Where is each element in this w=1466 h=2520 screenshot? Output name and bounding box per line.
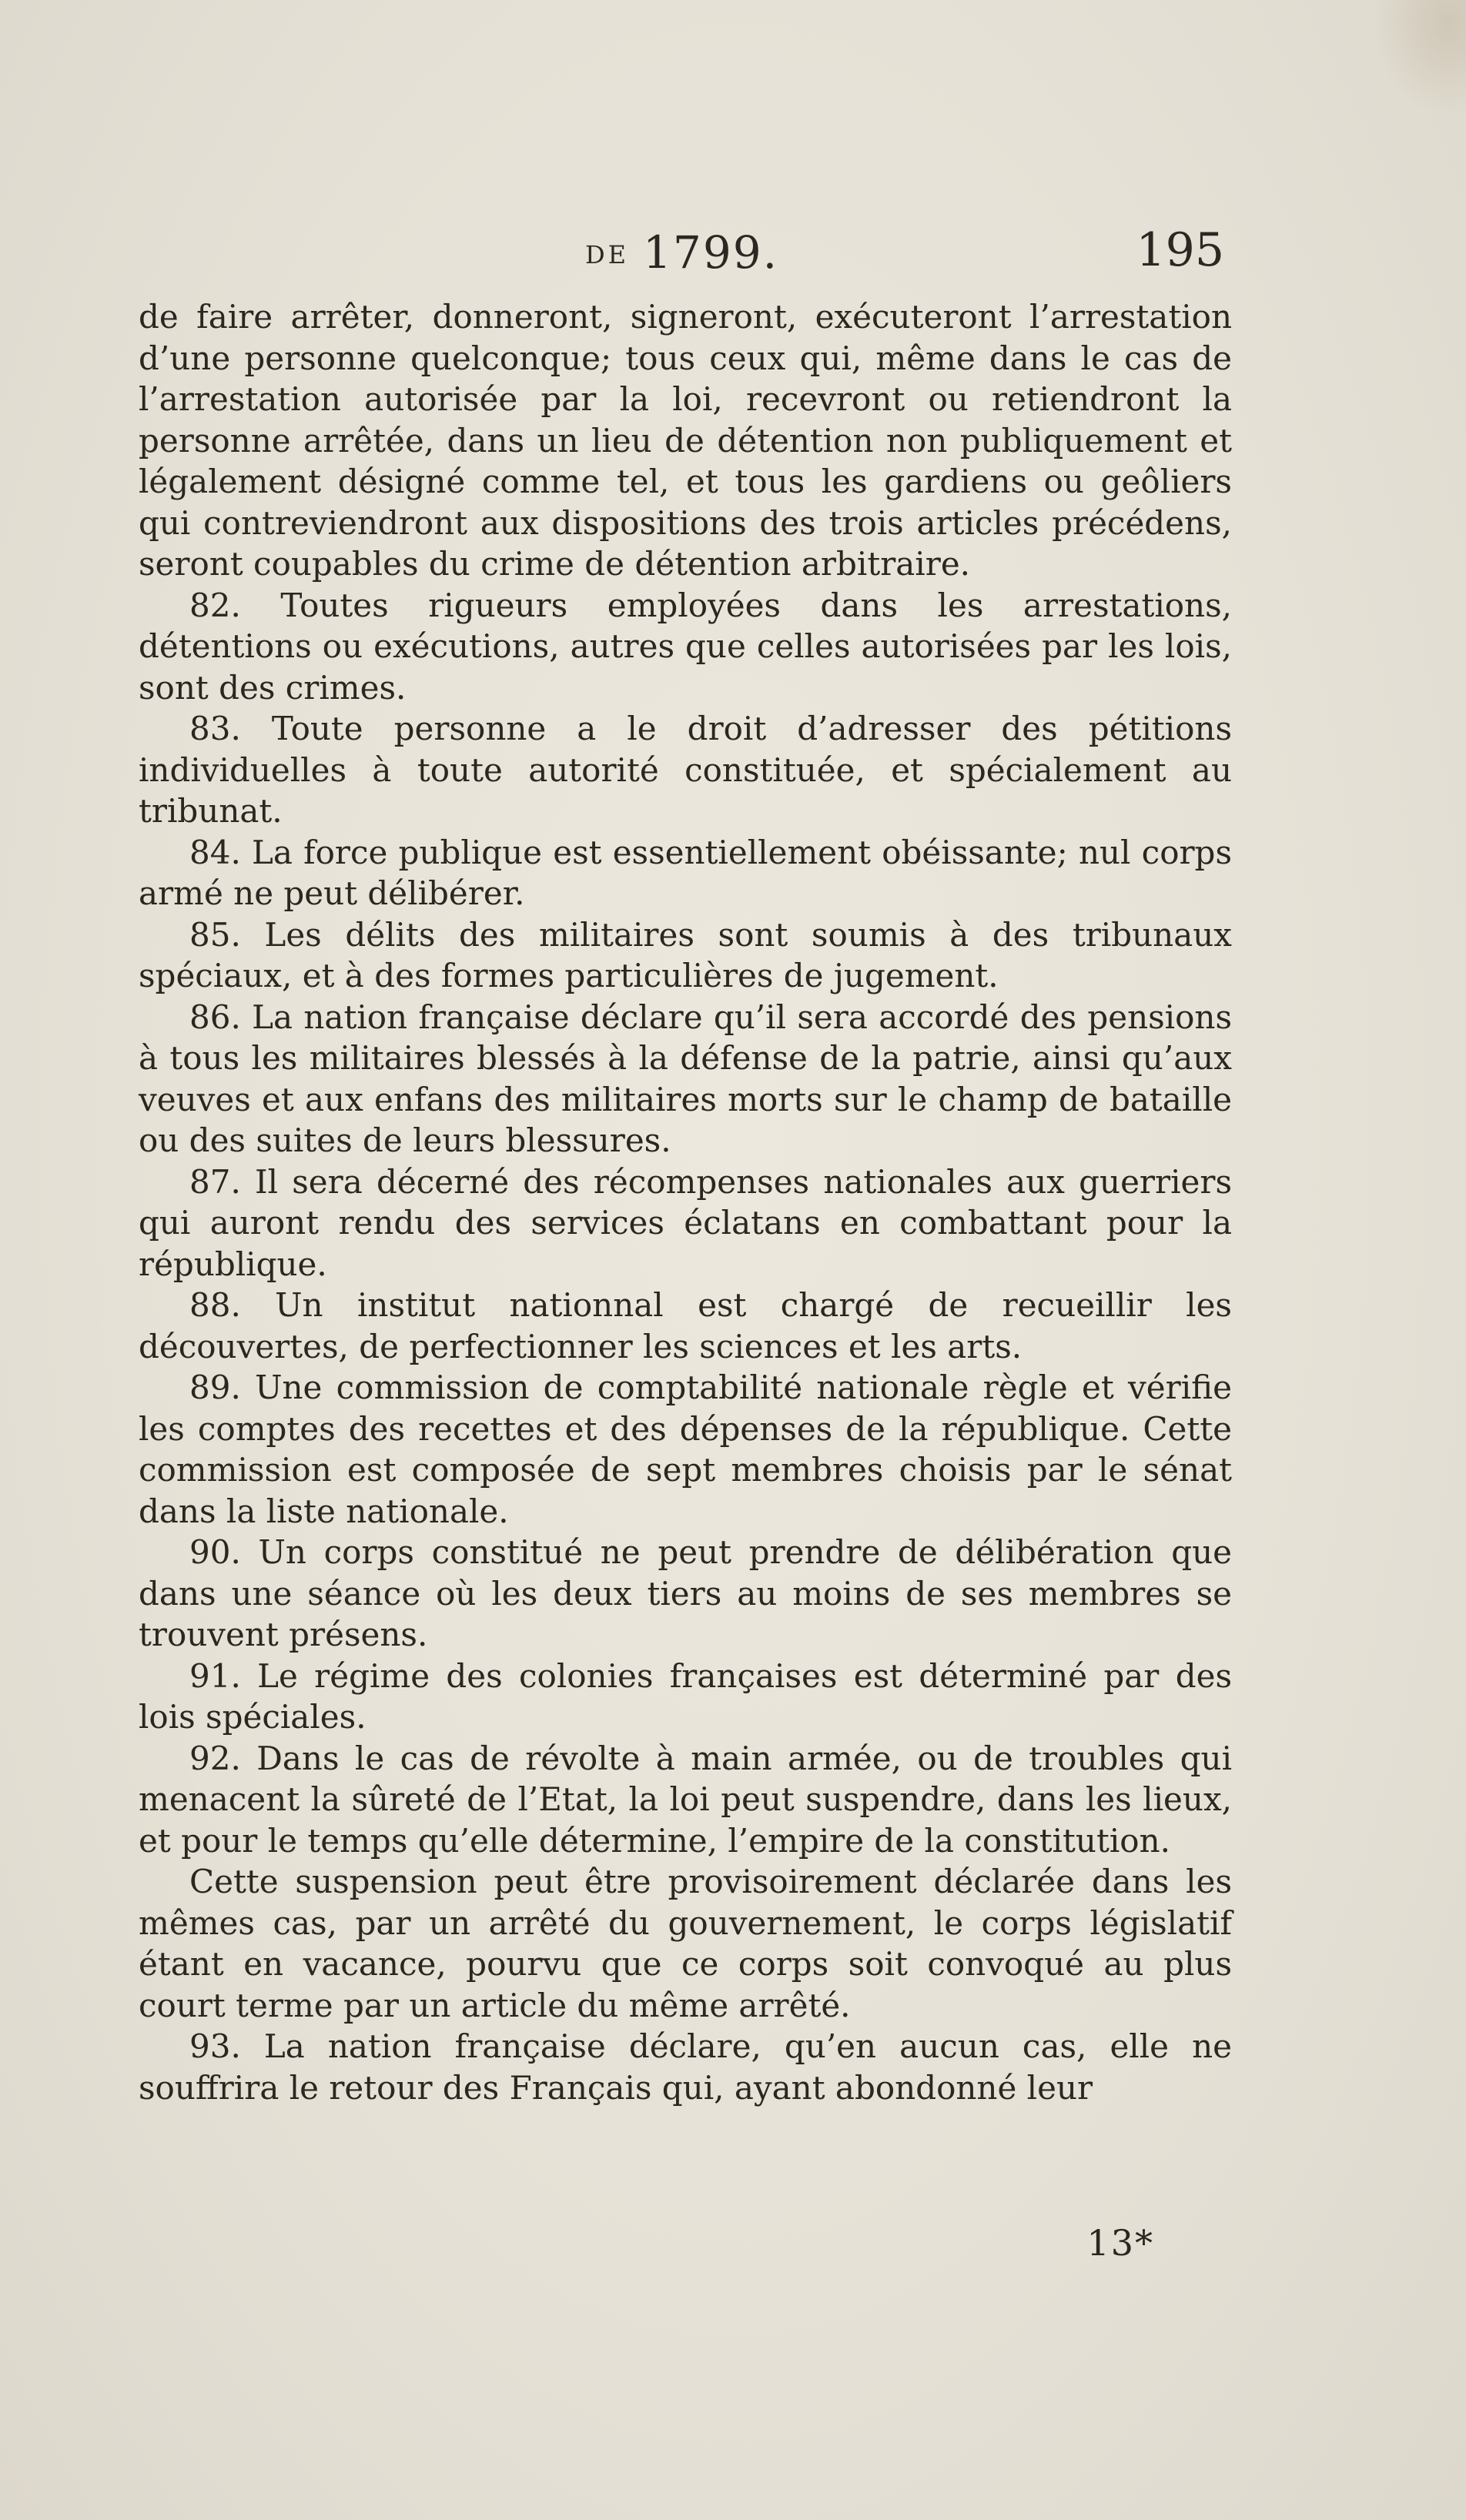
article-84: 84. La force publique est essentiellement obéissante; nul corps armé ne peut délibérer.: [139, 833, 1232, 912]
running-title-prefix: DE: [585, 240, 630, 269]
signature-mark: 13*: [1086, 2222, 1154, 2264]
page-header: [139, 223, 1232, 285]
article-91: 91. Le régime des colonies françaises est déterminé par des lois spéciales.: [139, 1656, 1232, 1736]
paragraph-continuation: de faire arrêter, donneront, signeront, exécuteront l’arrestation d’une personne quelconque; tous ceux qui, même dans le cas de l’arrestation autorisée par la loi, recevront ou retiendront la personne arrêtée, dans un lieu de détention non publiquement et légalement désigné comme tel, et tous les gardiens ou geôliers qui contreviendront aux dispositions des trois articles précédens, seront coupables du crime de détention arbitraire.: [139, 298, 1232, 583]
article-86: 86. La nation française déclare qu’il sera accordé des pensions à tous les militaires blessés à la défense de la patrie, ainsi qu’aux veuves et aux enfans des militaires morts sur le champ de bataille ou des suites de leurs blessures.: [139, 998, 1232, 1159]
body-text: [139, 296, 1232, 2108]
article-93: 93. La nation française déclare, qu’en aucun cas, elle ne souffrira le retour des Français qui, ayant abondonné leur: [139, 2027, 1232, 2107]
running-title: [585, 226, 778, 279]
article-92-continuation: Cette suspension peut être provisoirement déclarée dans les mêmes cas, par un arrêté du gouvernement, le corps législatif étant en vacance, pourvu que ce corps soit convoqué au plus court terme par un article du même arrêté.: [139, 1863, 1232, 2024]
article-83: 83. Toute personne a le droit d’adresser des pétitions individuelles à toute autorité constituée, et spécialement au tribunat.: [139, 710, 1232, 830]
page-number: 195: [1136, 223, 1224, 277]
running-title-year: 1799.: [643, 226, 779, 279]
article-89: 89. Une commission de comptabilité nationale règle et vérifie les comptes des recettes et des dépenses de la république. Cette commission est composée de sept membres choisis par le sénat dans la liste nationale.: [139, 1369, 1232, 1530]
article-92: 92. Dans le cas de révolte à main armée, ou de troubles qui menacent la sûreté de l’Etat, la loi peut suspendre, dans les lieux, et pour le temps qu’elle détermine, l’empire de la constitution.: [139, 1739, 1232, 1860]
article-85: 85. Les délits des militaires sont soumis à des tribunaux spéciaux, et à des formes particulières de jugement.: [139, 915, 1232, 994]
article-87: 87. Il sera décerné des récompenses nationales aux guerriers qui auront rendu des services éclatans en combattant pour la république.: [139, 1162, 1232, 1283]
article-82: 82. Toutes rigueurs employées dans les arrestations, détentions ou exécutions, autres que celles autorisées par les lois, sont des crimes.: [139, 586, 1232, 707]
article-88: 88. Un institut nationnal est chargé de recueillir les découvertes, de perfectionner les sciences et les arts.: [139, 1286, 1232, 1365]
page-edge-stain: [1374, 0, 1466, 115]
article-90: 90. Un corps constitué ne peut prendre de délibération que dans une séance où les deux tiers au moins de ses membres se trouvent présens.: [139, 1533, 1232, 1653]
